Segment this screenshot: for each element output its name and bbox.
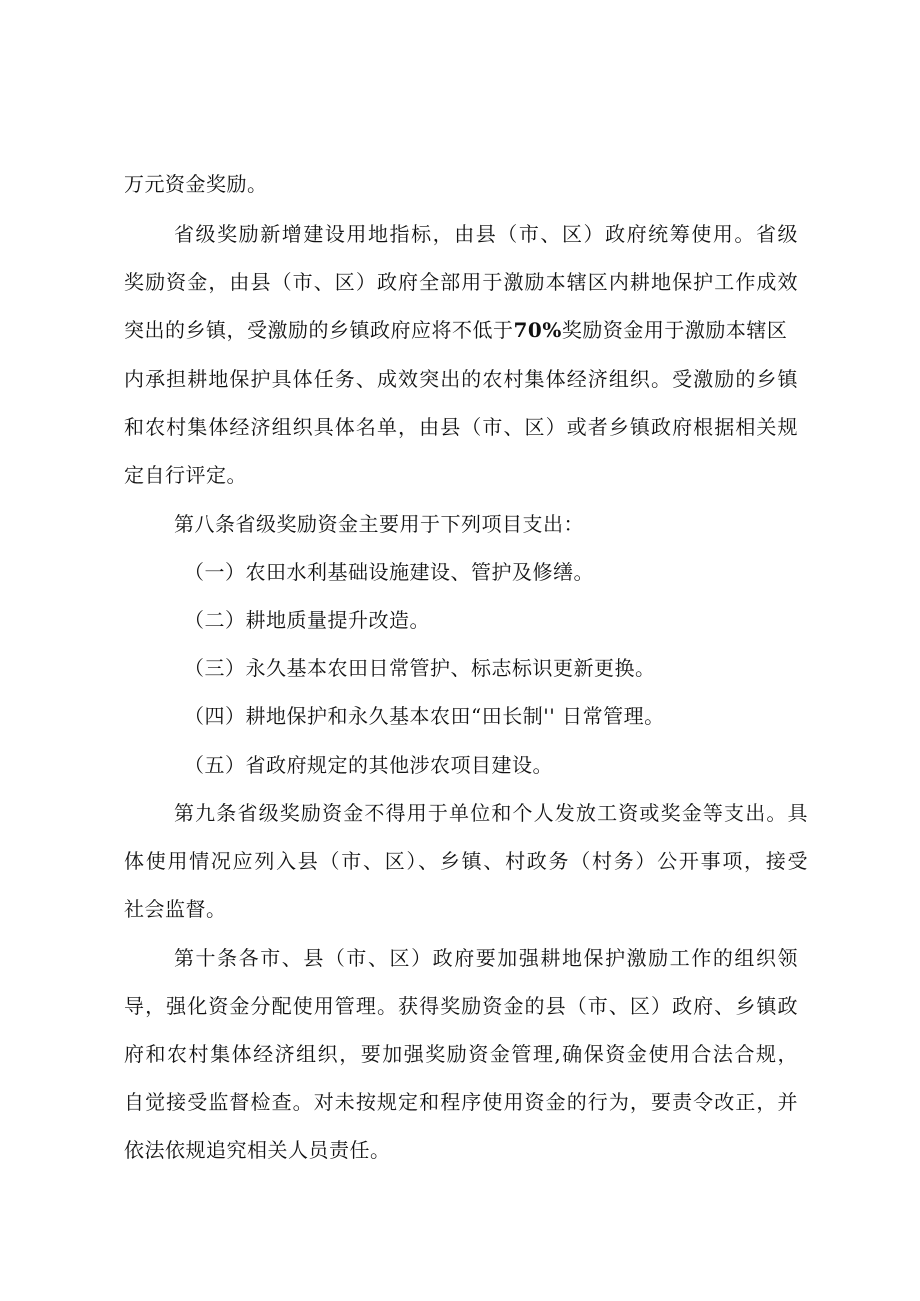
text-span: 突出的乡镇，受激励的乡镇政府应将不低于 <box>124 318 514 342</box>
text-line: 体使用情况应列入县（市、区）、乡镇、村政务（村务）公开事项，接受 <box>124 849 808 873</box>
text-line: 自觉接受监督检查。对未按规定和程序使用资金的行为，要责令改正，并 <box>124 1090 798 1114</box>
list-item: （二）耕地质量提升改造。 <box>184 608 430 632</box>
text-line: 第十条各市、县（市、区）政府要加强耕地保护激励工作的组织领 <box>174 946 798 970</box>
text-line: 省级奖励新增建设用地指标，由县（市、区）政府统筹使用。省级 <box>174 222 798 246</box>
list-item: （五）省政府规定的其他涉农项目建设。 <box>184 753 553 777</box>
text-line: 奖励资金，由县（市、区）政府全部用于激励本辖区内耕地保护工作成效 <box>124 270 798 294</box>
text-line: 内承担耕地保护具体任务、成效突出的农村集体经济组织。受激励的乡镇 <box>124 367 798 391</box>
percentage-value: 70% <box>513 318 562 342</box>
text-line: 万元资金奖励。 <box>124 172 268 196</box>
text-line: 依法依规追究相关人员责任。 <box>124 1138 391 1162</box>
text-line: 和农村集体经济组织具体名单，由县（市、区）或者乡镇政府根据相关规 <box>124 415 798 439</box>
text-line: 府和农村集体经济组织，要加强奖励资金管理,确保资金使用合法合规， <box>124 1042 798 1066</box>
text-line: 定自行评定。 <box>124 463 247 487</box>
text-line: 第九条省级奖励资金不得用于单位和个人发放工资或奖金等支出。具 <box>174 801 808 825</box>
text-line: 导，强化资金分配使用管理。获得奖励资金的县（市、区）政府、乡镇政 <box>124 994 798 1018</box>
list-item: （四）耕地保护和永久基本农田“田长制'' 日常管理。 <box>184 704 665 728</box>
article-heading-line: 第八条省级奖励资金主要用于下列项目支出： <box>174 512 584 536</box>
text-line <box>124 316 798 344</box>
text-span: 奖励资金用于激励本辖区 <box>561 318 788 342</box>
text-line: 社会监督。 <box>124 897 227 921</box>
list-item: （三）永久基本农田日常管护、标志标识更新更换。 <box>184 656 656 680</box>
list-item: （一）农田水利基础设施建设、管护及修缮。 <box>184 560 594 584</box>
